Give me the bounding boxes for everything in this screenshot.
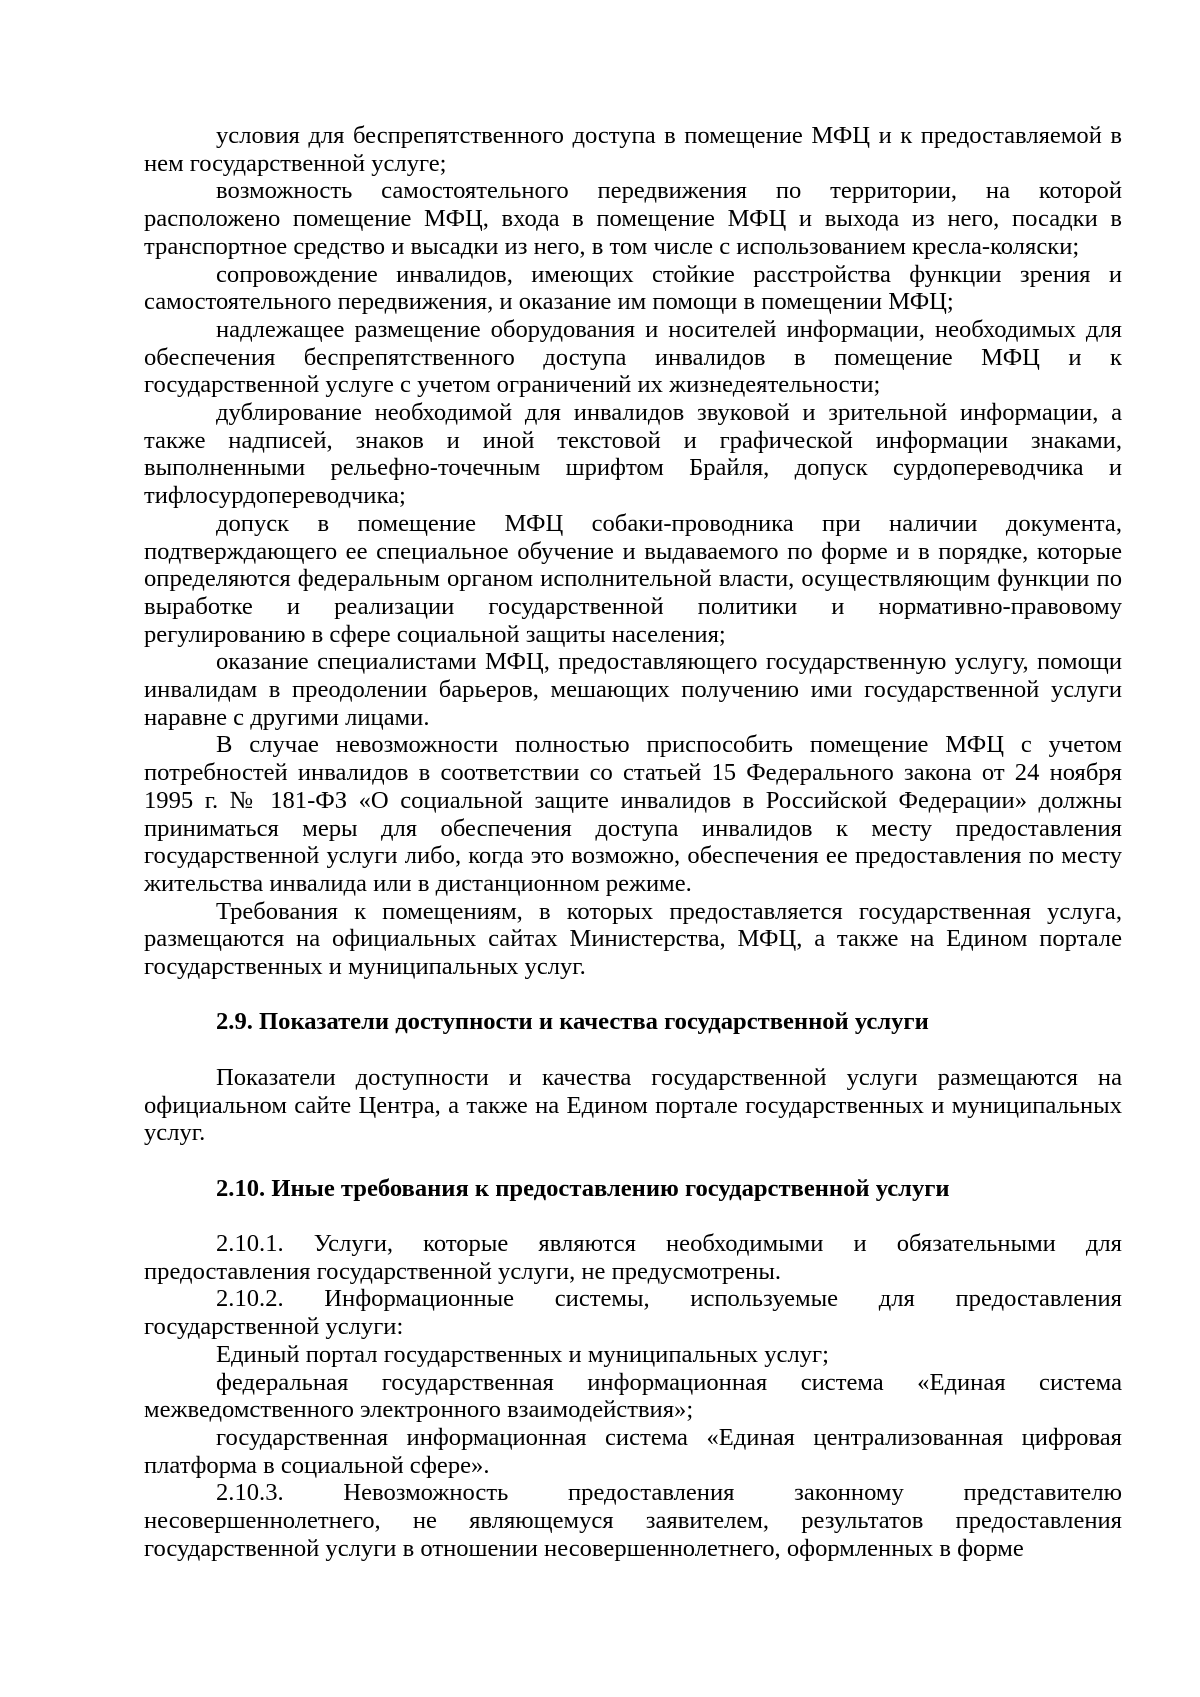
paragraph-impossibility: В случае невозможности полностью приспособить помещение МФЦ с учетом потребностей инвалидов в соответствии со статьей 15 Федерального закона от 24 ноября 1995 г. № 181-ФЗ «О социальной защите инвалидов в Российской Федерации» должны приниматься меры для обеспечения доступа инвалидов к месту предоставления государственной услуги либо, когда это возможно, обеспечения ее предоставления по месту жительства инвалида или в дистанционном режиме. [144, 731, 1122, 897]
paragraph-equipment: надлежащее размещение оборудования и носителей информации, необходимых для обеспечения беспрепятственного доступа инвалидов в помещение МФЦ и к государственной услуге с учетом ограничений их жизнедеятельности; [144, 315, 1122, 399]
paragraph-indicators: Показатели доступности и качества государственной услуги размещаются на официальном сайте Центра, а также на Едином портале государственных и муниципальных услуг. [144, 1063, 1122, 1147]
paragraph-unified-portal: Единый портал государственных и муниципальных услуг; [216, 1340, 829, 1368]
paragraph-movement: возможность самостоятельного передвижения по территории, на которой расположено помещение МФЦ, входа в помещение МФЦ и выхода из него, посадки в транспортное средство и высадки из него, в том числе с использованием кресла-коляски; [144, 177, 1122, 260]
paragraph-2-10-2: 2.10.2. Информационные системы, используемые для предоставления государственной услуги: [144, 1285, 1122, 1341]
paragraph-2-10-3: 2.10.3. Невозможность предоставления законному представителю несовершеннолетнего, не являющемуся заявителем, результатов предоставления государственной услуги в отношении несовершеннолетнего, оформленных в форме [144, 1479, 1122, 1562]
section-heading-2-10: 2.10. Иные требования к предоставлению государственной услуги [216, 1174, 950, 1202]
paragraph-escort: сопровождение инвалидов, имеющих стойкие расстройства функции зрения и самостоятельного передвижения, и оказание им помощи в помещении МФЦ; [144, 260, 1122, 316]
paragraph-assistance: оказание специалистами МФЦ, предоставляющего государственную услугу, помощи инвалидам в преодолении барьеров, мешающих получению ими государственной услуги наравне с другими лицами. [144, 648, 1122, 731]
paragraph-duplication: дублирование необходимой для инвалидов звуковой и зрительной информации, а также надписей, знаков и иной текстовой и графической информации знаками, выполненными рельефно-точечным шрифтом Брайля, допуск сурдопереводчика и тифлосурдопереводчика; [144, 399, 1122, 510]
paragraph-guide-dog: допуск в помещение МФЦ собаки-проводника при наличии документа, подтверждающего ее специальное обучение и выдаваемого по форме и в порядке, которые определяются федеральным органом исполнительной власти, осуществляющим функции по выработке и реализации государственной политики и нормативно-правовому регулированию в сфере социальной защиты населения; [144, 509, 1122, 648]
section-heading-2-9: 2.9. Показатели доступности и качества государственной услуги [216, 1008, 929, 1036]
paragraph-ecp: государственная информационная система «Единая централизованная цифровая платформа в социальной сфере». [144, 1423, 1122, 1479]
paragraph-2-10-1: 2.10.1. Услуги, которые являются необходимыми и обязательными для предоставления государственной услуги, не предусмотрены. [144, 1230, 1122, 1285]
paragraph-access-conditions: условия для беспрепятственного доступа в помещение МФЦ и к предоставляемой в нем государственной услуге; [144, 122, 1122, 177]
paragraph-requirements: Требования к помещениям, в которых предоставляется государственная услуга, размещаются на официальных сайтах Министерства, МФЦ, а также на Едином портале государственных и муниципальных услуг. [144, 897, 1122, 981]
paragraph-smev: федеральная государственная информационная система «Единая система межведомственного электронного взаимодействия»; [144, 1368, 1122, 1424]
document-page [144, 122, 1122, 1563]
